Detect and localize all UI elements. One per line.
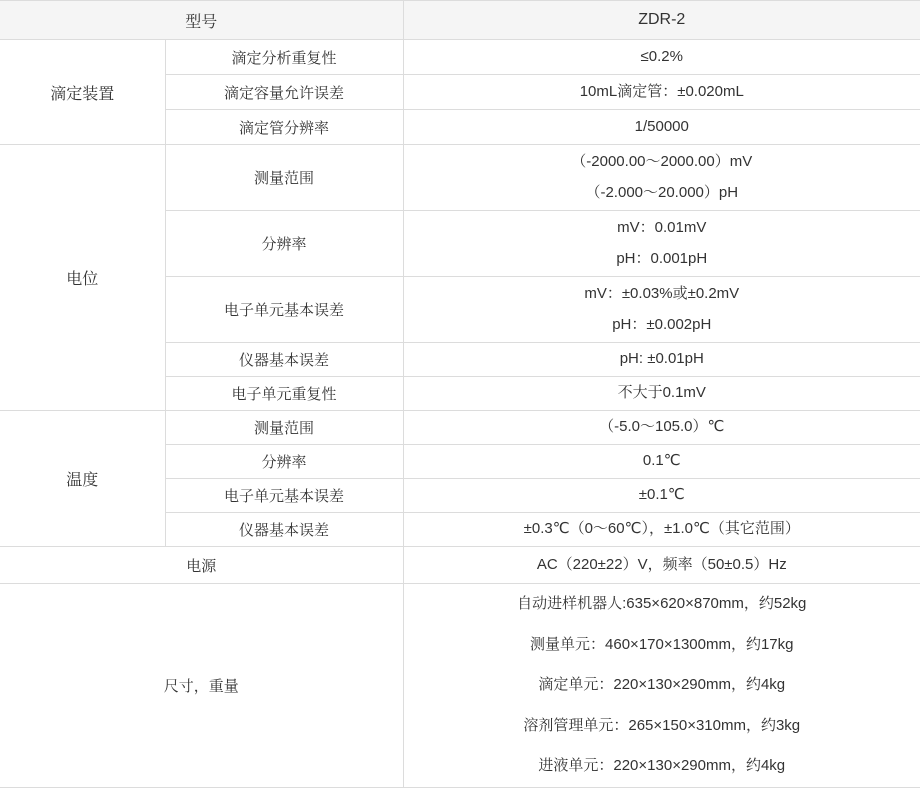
group-label-potential: 电位 [0, 145, 165, 411]
item-value: 不大于0.1mV [403, 377, 920, 411]
item-value [403, 211, 920, 277]
value-line: 进液单元：220×130×290mm，约4kg [538, 757, 786, 774]
group-label-titration: 滴定装置 [0, 40, 165, 145]
item-label: 仪器基本误差 [165, 513, 403, 547]
item-value: ≤0.2% [403, 40, 920, 75]
item-label-power: 电源 [0, 547, 403, 584]
header-label-cell: 型号 [0, 1, 403, 40]
table-row [0, 411, 920, 445]
item-value [403, 145, 920, 211]
item-label: 分辨率 [165, 211, 403, 277]
value-line: pH：±0.002pH [612, 315, 712, 333]
item-label: 滴定容量允许误差 [165, 75, 403, 110]
item-value: 10mL滴定管：±0.020mL [403, 75, 920, 110]
item-label: 电子单元基本误差 [165, 277, 403, 343]
value-line: 溶剂管理单元：265×150×310mm，约3kg [523, 716, 801, 734]
table-row [0, 584, 920, 788]
value-line: 测量单元：460×170×1300mm，约17kg [530, 635, 794, 653]
group-label-temperature: 温度 [0, 411, 165, 547]
item-label: 电子单元重复性 [165, 377, 403, 411]
value-line: （-2000.00～2000.00）mV [571, 153, 753, 170]
item-label: 测量范围 [165, 411, 403, 445]
value-line: pH：0.001pH [616, 249, 708, 267]
value-line: mV：±0.03%或±0.2mV [584, 285, 740, 302]
item-label: 滴定管分辨率 [165, 110, 403, 145]
table-row [0, 547, 920, 584]
header-value-cell: ZDR-2 [403, 1, 920, 40]
item-value: 1/50000 [403, 110, 920, 145]
item-label-dimensions: 尺寸，重量 [0, 584, 403, 788]
item-label: 滴定分析重复性 [165, 40, 403, 75]
table-header-row [0, 1, 920, 40]
item-value: 0.1℃ [403, 445, 920, 479]
table-row [0, 40, 920, 75]
table-row [0, 145, 920, 211]
value-line: 自动进样机器人:635×620×870mm，约52kg [517, 595, 807, 612]
item-label: 电子单元基本误差 [165, 479, 403, 513]
item-value-power: AC（220±22）V，频率（50±0.5）Hz [403, 547, 920, 584]
value-line: （-2.000～20.000）pH [585, 183, 739, 201]
item-value-dimensions [403, 584, 920, 788]
item-label: 测量范围 [165, 145, 403, 211]
item-value: （-5.0～105.0）℃ [403, 411, 920, 445]
item-value: ±0.3℃（0～60℃），±1.0℃（其它范围） [403, 513, 920, 547]
item-value: ±0.1℃ [403, 479, 920, 513]
value-line: 滴定单元：220×130×290mm，约4kg [538, 676, 786, 693]
item-value: pH: ±0.01pH [403, 343, 920, 377]
item-value [403, 277, 920, 343]
item-label: 分辨率 [165, 445, 403, 479]
item-label: 仪器基本误差 [165, 343, 403, 377]
value-line: mV：0.01mV [617, 219, 707, 236]
